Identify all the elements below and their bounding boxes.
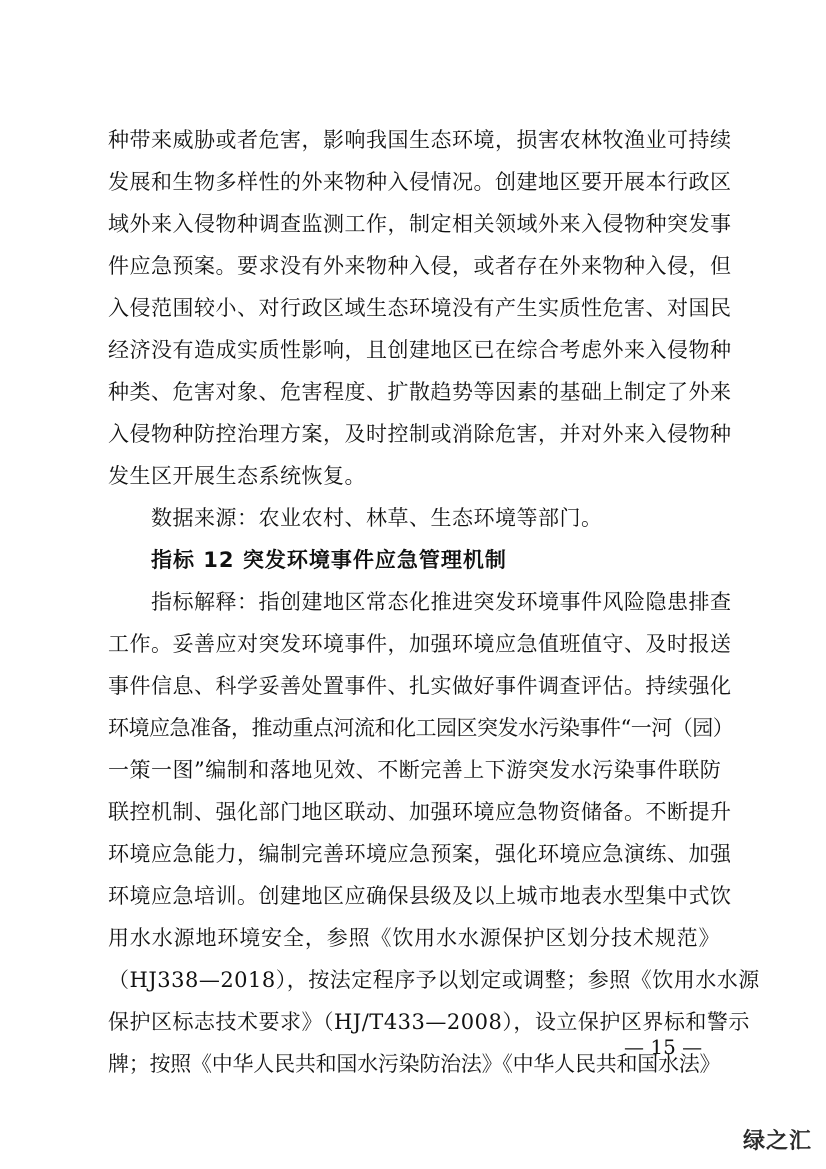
text-line: 入侵物种防控治理方案，及时控制或消除危害，并对外来入侵物种 bbox=[108, 422, 732, 446]
watermark-logo: 绿之汇 bbox=[742, 1129, 812, 1154]
text-line: 种类、危害对象、危害程度、扩散趋势等因素的基础上制定了外来 bbox=[108, 380, 732, 404]
text-line: 环境应急准备，推动重点河流和化工园区突发水污染事件“一河（园） bbox=[108, 716, 734, 740]
section-heading: 指标 12 突发环境事件应急管理机制 bbox=[151, 548, 507, 572]
text-line: 环境应急培训。创建地区应确保县级及以上城市地表水型集中式饮 bbox=[108, 884, 732, 908]
text-line: 指标解释：指创建地区常态化推进突发环境事件风险隐患排查 bbox=[151, 590, 732, 614]
text-line: 保护区标志技术要求》（HJ/T433—2008），设立保护区界标和警示 bbox=[108, 1010, 750, 1034]
text-line: 环境应急能力，编制完善环境应急预案，强化环境应急演练、加强 bbox=[108, 842, 732, 866]
page-number: — 15 — bbox=[624, 1035, 703, 1059]
text-line: 发展和生物多样性的外来物种入侵情况。创建地区要开展本行政区 bbox=[108, 170, 732, 194]
data-source-line: 数据来源：农业农村、林草、生态环境等部门。 bbox=[151, 506, 603, 530]
text-line: 一策一图”编制和落地见效、不断完善上下游突发水污染事件联防 bbox=[108, 758, 722, 782]
paragraph-invasive-species bbox=[108, 119, 732, 581]
text-line: 用水水源地环境安全，参照《饮用水水源保护区划分技术规范》 bbox=[108, 926, 720, 950]
text-line: 联控机制、强化部门地区联动、加强环境应急物资储备。不断提升 bbox=[108, 800, 732, 824]
text-line: 件应急预案。要求没有外来物种入侵，或者存在外来物种入侵，但 bbox=[108, 254, 732, 278]
text-line: 事件信息、科学妥善处置事件、扎实做好事件调查评估。持续强化 bbox=[108, 674, 732, 698]
text-line: 入侵范围较小、对行政区域生态环境没有产生实质性危害、对国民 bbox=[108, 296, 732, 320]
text-line: 域外来入侵物种调查监测工作，制定相关领域外来入侵物种突发事 bbox=[108, 212, 732, 236]
text-line: 牌；按照《中华人民共和国水污染防治法》《中华人民共和国水法》 bbox=[108, 1052, 720, 1076]
text-line: 工作。妥善应对突发环境事件，加强环境应急值班值守、及时报送 bbox=[108, 632, 732, 656]
text-line: 发生区开展生态系统恢复。 bbox=[108, 464, 366, 488]
text-line: 种带来威胁或者危害，影响我国生态环境，损害农林牧渔业可持续 bbox=[108, 128, 732, 152]
text-line: 经济没有造成实质性影响，且创建地区已在综合考虑外来入侵物种 bbox=[108, 338, 732, 362]
text-line: （HJ338—2018），按法定程序予以划定或调整；参照《饮用水水源 bbox=[108, 968, 760, 992]
paragraph-emergency-mechanism bbox=[108, 581, 760, 1085]
